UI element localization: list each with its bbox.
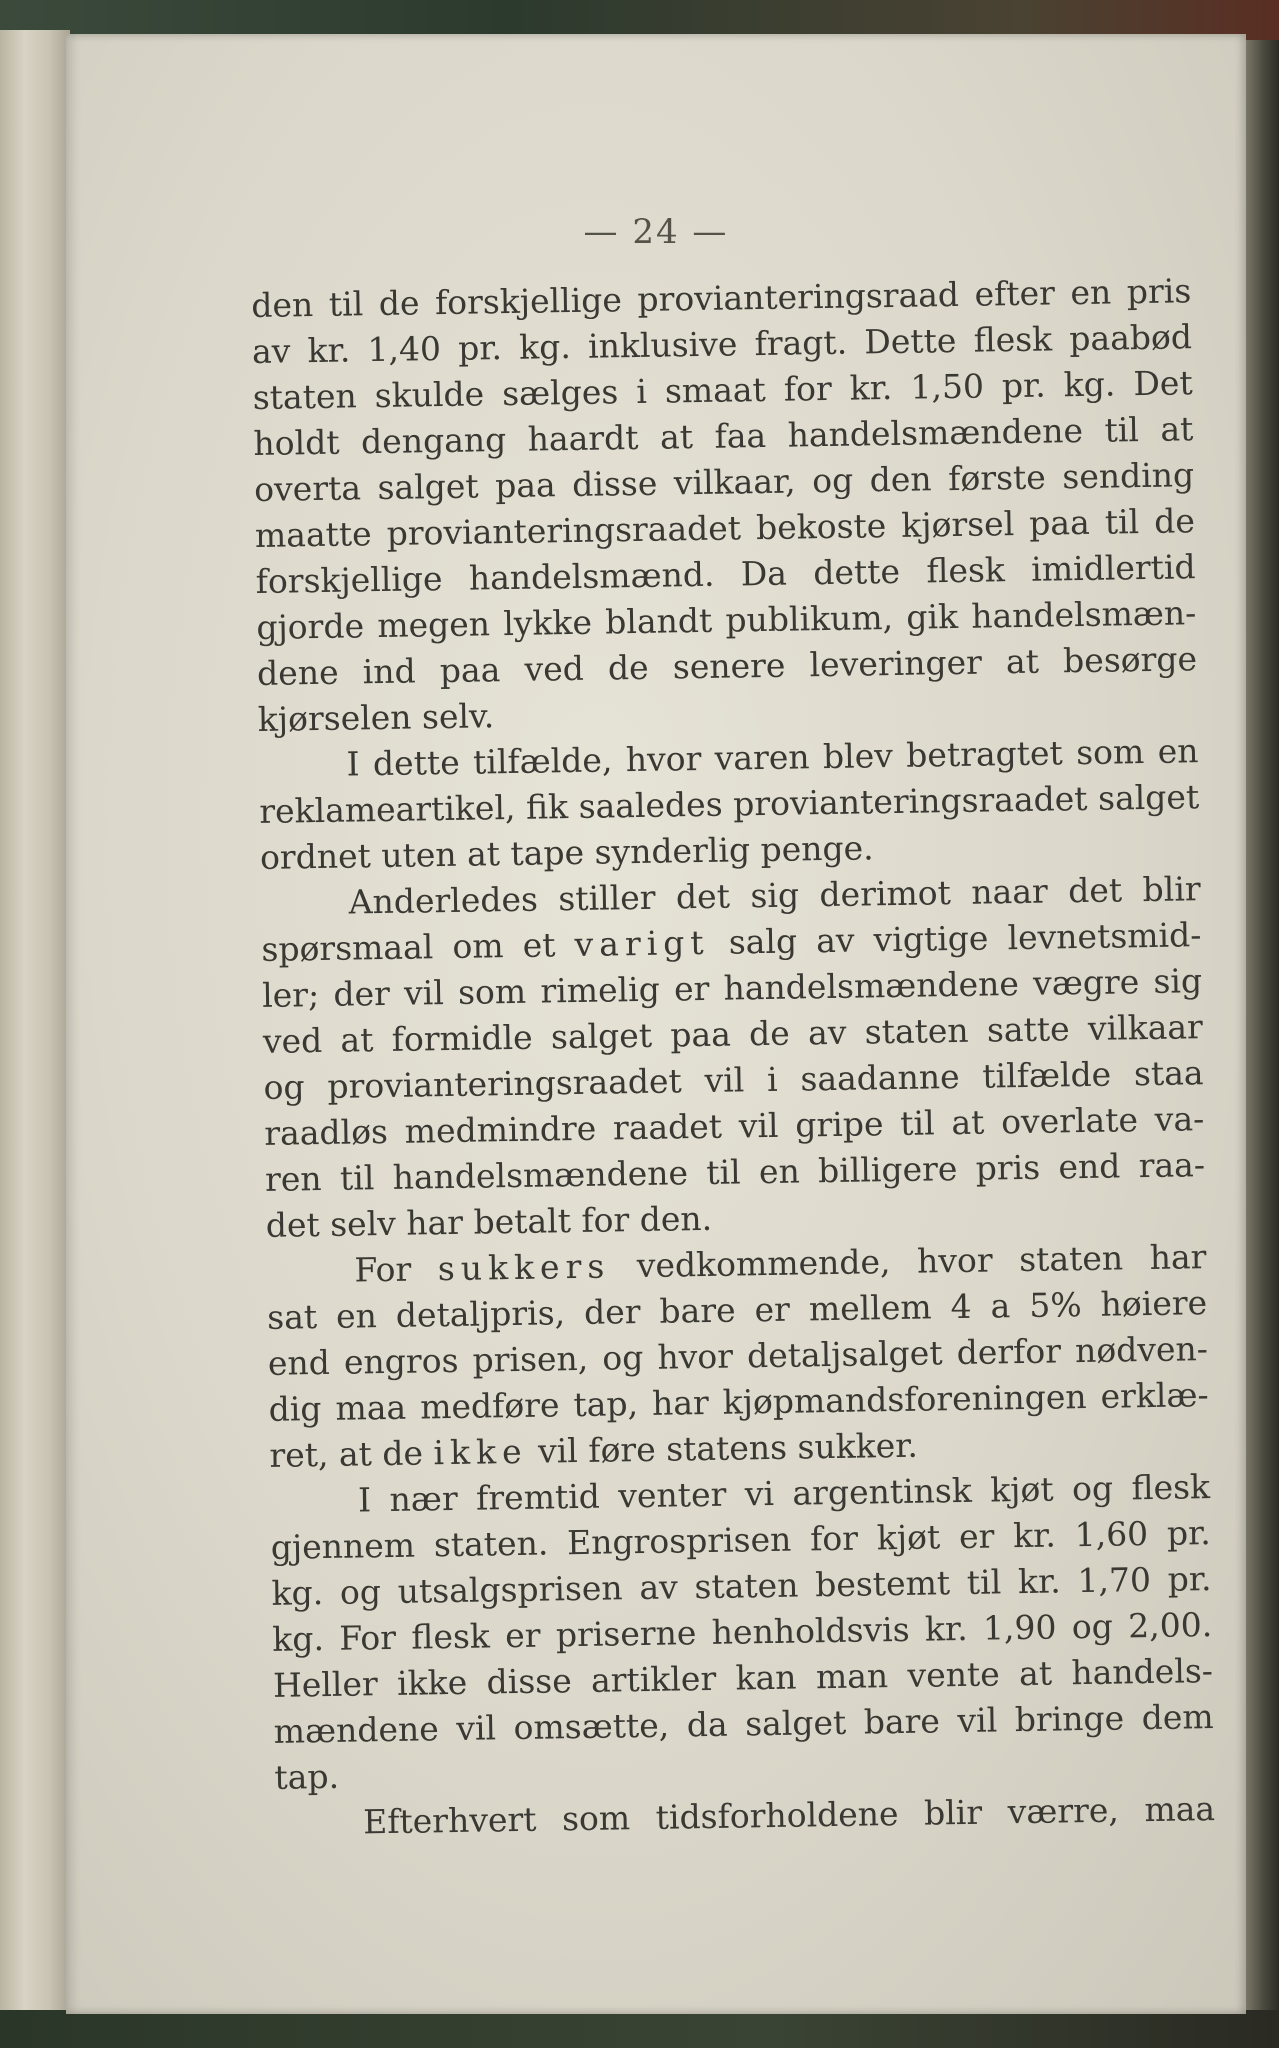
text-line: det selv har betalt for den.: [265, 1198, 713, 1245]
emphasis-spaced: sukkers: [437, 1246, 611, 1289]
text-line: den til de forskjellige provianteringsraad efter en pris: [251, 271, 1192, 325]
text-line: raadløs medmindre raadet vil gripe til at overlate va-: [264, 1099, 1205, 1153]
text-line: av kr. 1,40 pr. kg. inklusive fragt. Dette flesk paabød: [251, 317, 1193, 371]
book-page: [66, 34, 1246, 2014]
text-line: staten skulde sælges i smaat for kr. 1,50 pr. kg. Det: [252, 363, 1193, 417]
text-line: dene ind paa ved de senere leveringer at besørge: [256, 639, 1198, 693]
text-line: ordnet uten at tape synderlig penge.: [259, 828, 874, 877]
text-line: overta salget paa disse vilkaar, og den første sending: [253, 455, 1195, 509]
page-number: — 24 —: [583, 212, 729, 252]
text-line: Anderledes stiller det sig derimot naar det blir: [348, 869, 1201, 922]
emphasis-spaced: varigt: [574, 922, 710, 964]
text-segment: For: [354, 1249, 439, 1290]
text-segment: vedkommende, hvor staten har: [609, 1237, 1207, 1286]
text-line: I dette tilfælde, hvor varen blev betragtet som en: [346, 731, 1199, 784]
text-line: holdt dengang haardt at faa handelsmændene til at: [253, 409, 1194, 463]
text-line: kg. For flesk er priserne henholdsvis kr. 1,90 og 2,00.: [271, 1605, 1213, 1659]
text-segment: ret, at de: [269, 1433, 434, 1475]
text-line: gjennem staten. Engrosprisen for kjøt er kr. 1,60 pr.: [270, 1513, 1212, 1567]
left-page-edge: [0, 30, 70, 2020]
text-line: ved at formidle salget paa de av staten satte vilkaar: [262, 1007, 1204, 1061]
text-line: dig maa medføre tap, har kjøpmandsforeningen erklæ-: [268, 1375, 1209, 1429]
text-line: Efterhvert som tidsforholdene blir værre, maa: [362, 1789, 1216, 1842]
text-line: forskjellige handelsmænd. Da dette flesk imidlertid: [255, 547, 1196, 601]
text-line: mændene vil omsætte, da salget bare vil bringe dem: [273, 1697, 1214, 1751]
text-line: reklameartikel, fik saaledes provianteringsraadet salget: [258, 777, 1200, 831]
text-line: maatte provianteringsraadet bekoste kjørsel paa til de: [254, 501, 1196, 555]
text-line: kjørselen selv.: [257, 696, 495, 739]
text-segment: vil føre statens sukker.: [527, 1425, 919, 1471]
text-line: end engros prisen, og hvor detaljsalget derfor nødven-: [267, 1329, 1209, 1383]
text-line: og provianteringsraadet vil i saadanne tilfælde staa: [263, 1053, 1204, 1107]
text-segment: salg av vigtige levnetsmid-: [709, 915, 1202, 962]
text-line: I nær fremtid venter vi argentinsk kjøt og flesk: [357, 1467, 1211, 1520]
text-line: Heller ikke disse artikler kan man vente at handels-: [272, 1651, 1214, 1705]
body-text: [251, 269, 1216, 1904]
text-line: tap.: [274, 1756, 340, 1797]
text-line: ren til handelsmændene til en billigere pris end raa-: [264, 1145, 1206, 1199]
text-line: ler; der vil som rimelig er handelsmændene vægre sig: [261, 961, 1203, 1015]
text-line: gjorde megen lykke blandt publikum, gik handelsmæn-: [256, 593, 1197, 647]
book-cover-bottom: [0, 2010, 1279, 2048]
text-line: sat en detaljpris, der bare er mellem 4 a 5% høiere: [266, 1283, 1208, 1337]
text-segment: spørsmaal om et: [261, 925, 575, 969]
text-line: kg. og utsalgsprisen av staten bestemt til kr. 1,70 pr.: [271, 1559, 1212, 1613]
emphasis-spaced: ikke: [433, 1431, 528, 1473]
